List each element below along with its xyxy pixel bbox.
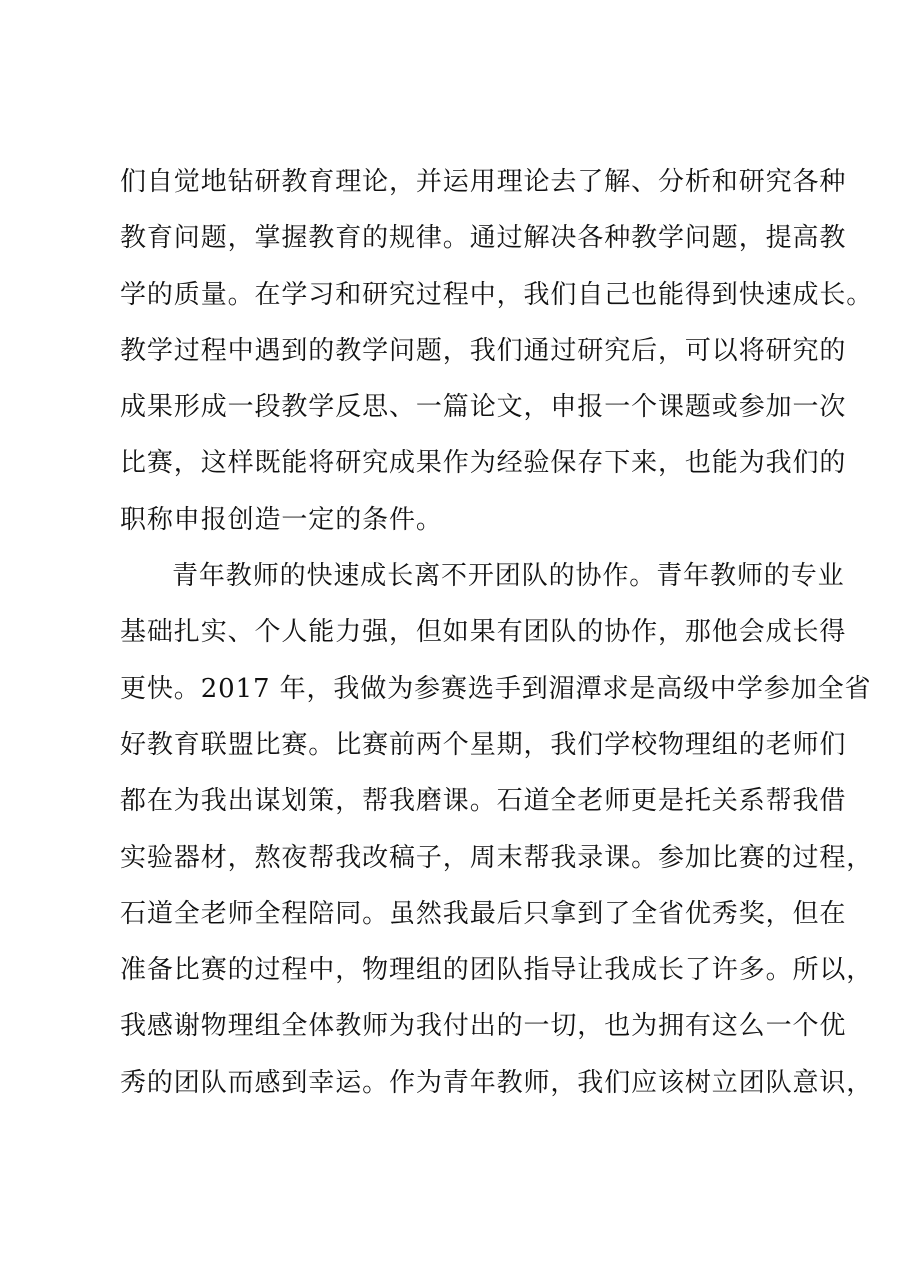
text-line: 都在为我出谋划策，帮我磨课。石道全老师更是托关系帮我借 bbox=[120, 786, 847, 817]
text-line: 我感谢物理组全体教师为我付出的一切，也为拥有这么一个优 bbox=[120, 1011, 847, 1042]
text-line: 实验器材，熬夜帮我改稿子，周末帮我录课。参加比赛的过程， bbox=[120, 842, 874, 873]
text-line: 们自觉地钻研教育理论，并运用理论去了解、分析和研究各种 bbox=[120, 167, 847, 197]
text-line: 基础扎实、个人能力强，但如果有团队的协作，那他会成长得 bbox=[120, 617, 847, 648]
text-line: 好教育联盟比赛。比赛前两个星期，我们学校物理组的老师们 bbox=[120, 729, 847, 760]
text-line: 成果形成一段教学反思、一篇论文，申报一个课题或参加一次 bbox=[120, 392, 847, 423]
text-line: 职称申报创造一定的条件。 bbox=[120, 504, 443, 535]
text-line: 教学过程中遇到的教学问题，我们通过研究后，可以将研究的 bbox=[120, 335, 847, 366]
text-line: 准备比赛的过程中，物理组的团队指导让我成长了许多。所以， bbox=[120, 955, 874, 986]
paragraph-start-line: 青年教师的快速成长离不开团队的协作。青年教师的专业 bbox=[172, 561, 845, 592]
text-line: 石道全老师全程陪同。虽然我最后只拿到了全省优秀奖，但在 bbox=[120, 898, 847, 929]
body-text bbox=[120, 154, 874, 1111]
text-line: 比赛，这样既能将研究成果作为经验保存下来，也能为我们的 bbox=[120, 448, 847, 479]
text-line: 教育问题，掌握教育的规律。通过解决各种教学问题，提高教 bbox=[120, 223, 847, 254]
text-line: 更快。2017 年，我做为参赛选手到湄潭求是高级中学参加全省 bbox=[120, 673, 872, 704]
text-line: 学的质量。在学习和研究过程中，我们自己也能得到快速成长。 bbox=[120, 279, 874, 310]
text-line: 秀的团队而感到幸运。作为青年教师，我们应该树立团队意识， bbox=[120, 1067, 874, 1098]
